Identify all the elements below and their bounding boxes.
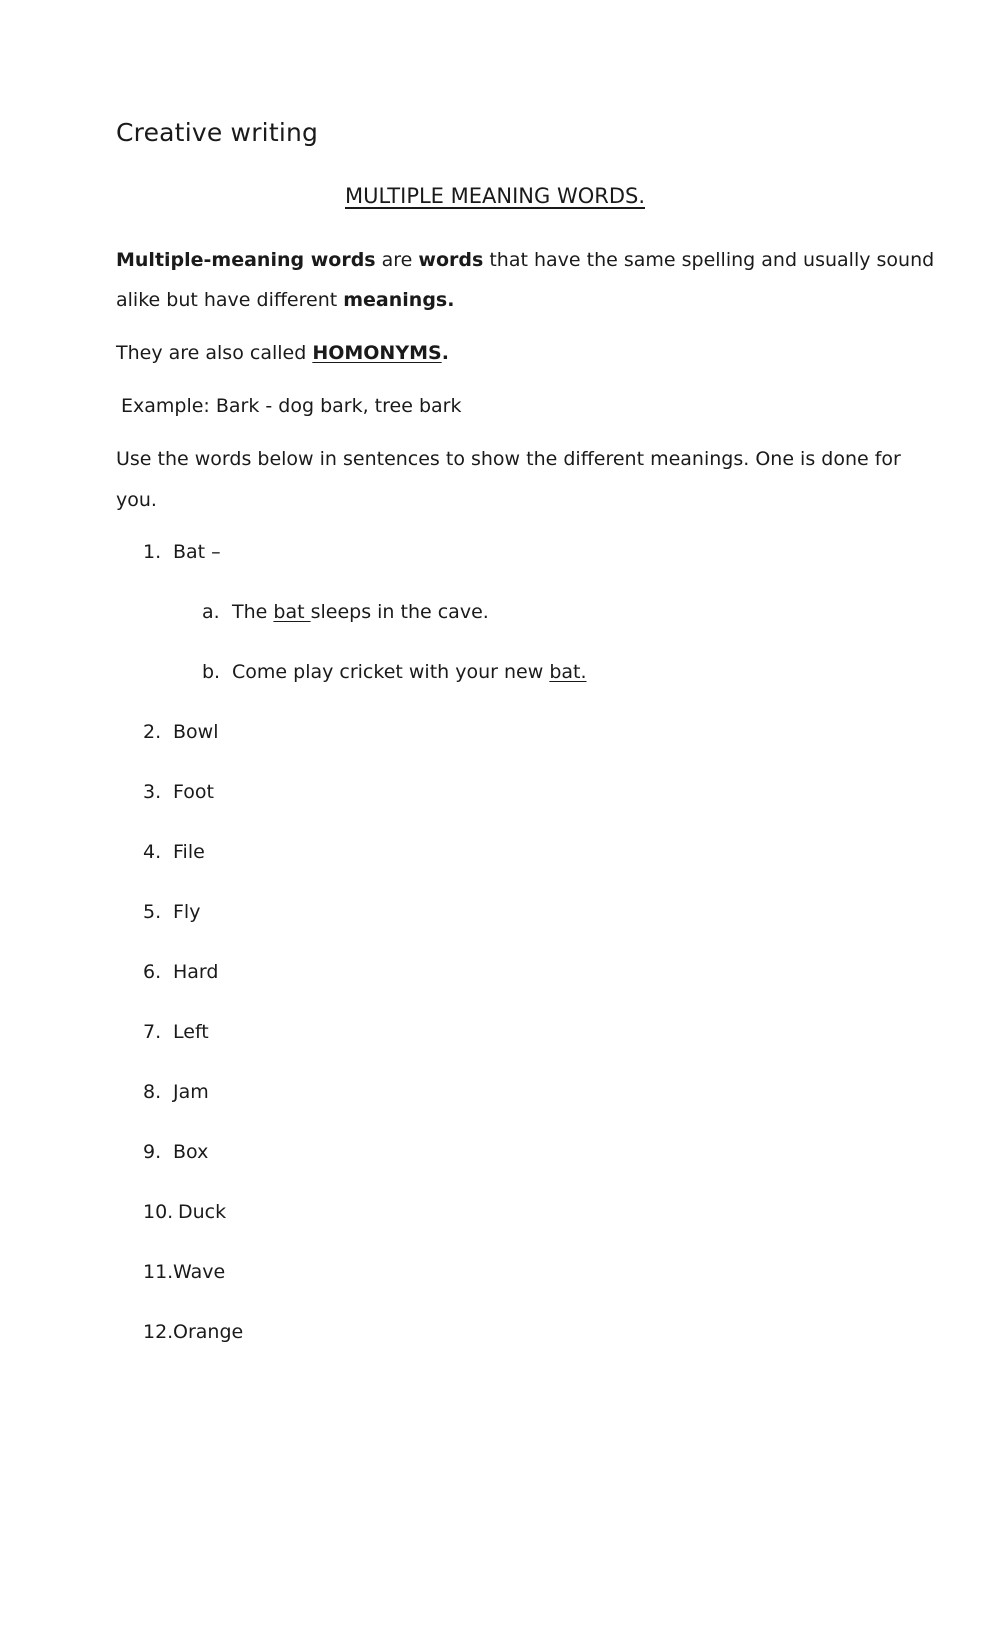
- item-number: 4.: [143, 841, 162, 863]
- item-number: 3.: [143, 781, 162, 803]
- term-meanings: meanings.: [343, 289, 455, 311]
- definition-text-are: are: [375, 249, 419, 271]
- definition-text-rest: that have the same spelling and usually sound: [483, 249, 935, 271]
- definition-line-1: [116, 240, 934, 280]
- homonyms-line: [116, 333, 449, 373]
- list-item: [143, 1081, 209, 1103]
- worksheet-heading: MULTIPLE MEANING WORDS.: [345, 184, 645, 208]
- item-number: 9.: [143, 1141, 162, 1163]
- definition-line-2: [116, 280, 454, 320]
- example-word: bat.: [549, 661, 587, 683]
- list-item: [143, 721, 218, 743]
- item-word: Duck: [178, 1201, 227, 1223]
- list-item: [143, 841, 205, 863]
- item-word: Wave: [173, 1261, 226, 1283]
- list-item: [143, 1021, 209, 1043]
- example-word: bat: [273, 601, 311, 623]
- instructions-line-2: you.: [116, 489, 157, 511]
- item-word: Foot: [173, 781, 214, 803]
- definition-text-alike: alike but have different: [116, 289, 344, 311]
- item-number: 7.: [143, 1021, 162, 1043]
- example-letter: b.: [202, 661, 221, 683]
- item-word: Fly: [173, 901, 201, 923]
- page-title: Creative writing: [116, 118, 319, 147]
- item-number: 8.: [143, 1081, 162, 1103]
- list-item: [143, 901, 200, 923]
- homonyms-suffix: .: [441, 342, 449, 364]
- homonyms-term: HOMONYMS: [312, 342, 442, 364]
- example-sentence-b: [202, 661, 587, 683]
- term-words: words: [418, 249, 484, 271]
- item-number: 6.: [143, 961, 162, 983]
- list-item: [143, 1201, 226, 1223]
- list-item: [143, 1261, 225, 1283]
- example-text-pre: The: [232, 601, 274, 623]
- item-word: File: [173, 841, 205, 863]
- example-letter: a.: [202, 601, 220, 623]
- list-item: [143, 541, 221, 563]
- item-number: 12.: [143, 1321, 174, 1343]
- example-text-pre: Come play cricket with your new: [232, 661, 550, 683]
- item-word: Jam: [173, 1081, 209, 1103]
- item-number: 2.: [143, 721, 162, 743]
- item-word: Box: [173, 1141, 209, 1163]
- list-item: [143, 961, 218, 983]
- item-number: 1.: [143, 541, 162, 563]
- item-number: 5.: [143, 901, 162, 923]
- item-word: Bat –: [173, 541, 221, 563]
- item-word: Left: [173, 1021, 209, 1043]
- list-item: [143, 781, 214, 803]
- list-item: [143, 1141, 208, 1163]
- homonyms-prefix: They are also called: [116, 342, 313, 364]
- item-word: Bowl: [173, 721, 219, 743]
- example-sentence-a: [202, 601, 489, 623]
- item-word: Hard: [173, 961, 219, 983]
- example-line: Example: Bark - dog bark, tree bark: [121, 395, 462, 417]
- example-text-post: sleeps in the cave.: [310, 601, 489, 623]
- instructions-line-1: Use the words below in sentences to show the different meanings. One is done for: [116, 448, 901, 470]
- item-number: 10.: [143, 1201, 174, 1223]
- item-word: Orange: [173, 1321, 244, 1343]
- list-item: [143, 1321, 243, 1343]
- term-multiple-meaning-words: Multiple-meaning words: [116, 249, 376, 271]
- item-number: 11.: [143, 1261, 174, 1283]
